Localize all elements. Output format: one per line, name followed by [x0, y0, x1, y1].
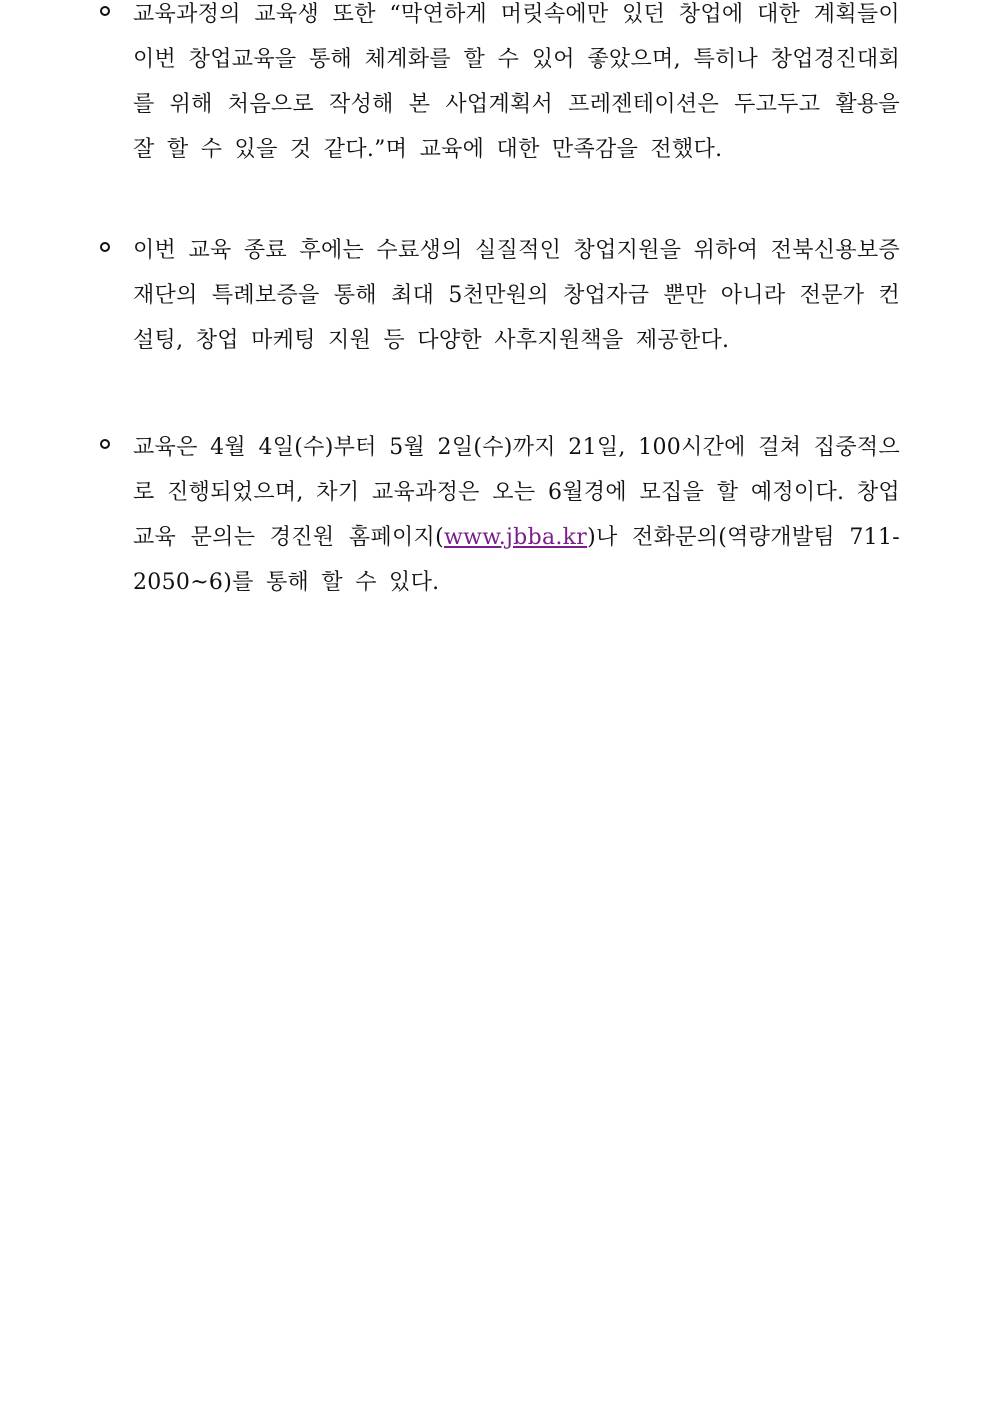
- homepage-link[interactable]: www.jbba.kr: [443, 525, 588, 550]
- bullet-paragraph-3: [95, 425, 900, 605]
- paragraph-text: 교육과정의 교육생 또한 “막연하게 머릿속에만 있던 창업에 대한 계획들이 이번 창업교육을 통해 체계화를 할 수 있어 좋았으며, 특히나 창업경진대회를 위해 처음으로 작성해 본 사업계획서 프레젠테이션은 두고두고 활용을 잘 할 수 있을 것 같다.”며 교육에 대한 만족감을 전했다.: [133, 2, 900, 162]
- paragraph-text-before-link: 교육은 4월 4일(수)부터 5월 2일(수)까지 21일, 100시간에 걸쳐 집중적으로 진행되었으며, 차기 교육과정은 오는 6월경에 모집을 할 예정이다. 창업교육 문의는 경진원 홈페이지(: [133, 435, 900, 550]
- circle-bullet-icon: [100, 242, 110, 252]
- circle-bullet-icon: [100, 6, 110, 16]
- paragraph-text-after-link: )나 전화문의(역량개발팀 711-2050~6)를 통해 할 수 있다.: [133, 525, 901, 595]
- circle-bullet-icon: [100, 439, 110, 449]
- paragraph-text: [133, 425, 900, 605]
- bullet-paragraph-2: [95, 228, 900, 363]
- bullet-paragraph-1: [95, 0, 900, 172]
- paragraph-text: 이번 교육 종료 후에는 수료생의 실질적인 창업지원을 위하여 전북신용보증재단의 특례보증을 통해 최대 5천만원의 창업자금 뿐만 아니라 전문가 컨설팅, 창업 마케팅 지원 등 다양한 사후지원책을 제공한다.: [133, 238, 900, 353]
